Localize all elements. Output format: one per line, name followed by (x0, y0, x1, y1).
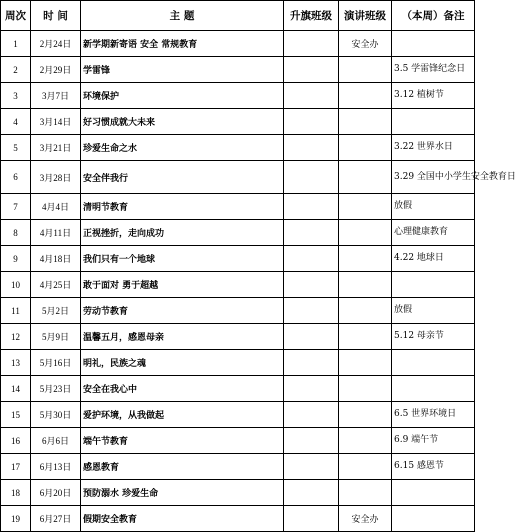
speech-class-cell (339, 83, 392, 109)
speech-class-cell (339, 272, 392, 298)
date-cell: 5月2日 (31, 298, 81, 324)
note-cell: 5.12 母亲节 (392, 324, 475, 350)
flag-class-cell (284, 324, 339, 350)
note-cell (392, 376, 475, 402)
week-cell: 1 (1, 31, 31, 57)
note-cell: 3.5 学雷锋纪念日 (392, 57, 475, 83)
date-cell: 2月29日 (31, 57, 81, 83)
table-row (1, 324, 475, 350)
week-cell: 14 (1, 376, 31, 402)
theme-cell: 爱护环境，从我做起 (81, 402, 284, 428)
flag-class-cell (284, 402, 339, 428)
date-cell: 5月30日 (31, 402, 81, 428)
note-cell: 3.29 全国中小学生安全教育日 (392, 161, 475, 194)
week-cell: 18 (1, 480, 31, 506)
date-cell: 2月24日 (31, 31, 81, 57)
table-row (1, 135, 475, 161)
speech-class-cell (339, 402, 392, 428)
week-cell: 4 (1, 109, 31, 135)
theme-cell: 安全在我心中 (81, 376, 284, 402)
flag-class-cell (284, 506, 339, 532)
table-row (1, 298, 475, 324)
theme-cell: 珍爱生命之水 (81, 135, 284, 161)
table-row (1, 428, 475, 454)
theme-cell: 假期安全教育 (81, 506, 284, 532)
table-row (1, 31, 475, 57)
flag-class-cell (284, 31, 339, 57)
week-cell: 10 (1, 272, 31, 298)
speech-class-cell: 安全办 (339, 31, 392, 57)
theme-cell: 感恩教育 (81, 454, 284, 480)
theme-cell: 正视挫折，走向成功 (81, 220, 284, 246)
note-cell (392, 109, 475, 135)
speech-class-cell (339, 246, 392, 272)
theme-cell: 安全伴我行 (81, 161, 284, 194)
flag-class-cell (284, 161, 339, 194)
speech-class-cell (339, 298, 392, 324)
week-cell: 13 (1, 350, 31, 376)
theme-cell: 劳动节教育 (81, 298, 284, 324)
week-cell: 9 (1, 246, 31, 272)
speech-class-cell (339, 324, 392, 350)
date-cell: 4月11日 (31, 220, 81, 246)
flag-class-cell (284, 109, 339, 135)
header-week: 周次 (1, 1, 31, 31)
theme-cell: 敢于面对 勇于超越 (81, 272, 284, 298)
theme-cell: 学雷锋 (81, 57, 284, 83)
speech-class-cell (339, 194, 392, 220)
table-row (1, 246, 475, 272)
theme-cell: 预防溺水 珍爱生命 (81, 480, 284, 506)
table-row (1, 57, 475, 83)
table-row (1, 480, 475, 506)
speech-class-cell (339, 376, 392, 402)
date-cell: 3月21日 (31, 135, 81, 161)
header-speech-class: 演讲班级 (339, 1, 392, 31)
date-cell: 3月28日 (31, 161, 81, 194)
week-cell: 12 (1, 324, 31, 350)
date-cell: 3月14日 (31, 109, 81, 135)
speech-class-cell (339, 428, 392, 454)
date-cell: 6月27日 (31, 506, 81, 532)
flag-class-cell (284, 194, 339, 220)
header-note: （本周）备注 (392, 1, 475, 31)
flag-class-cell (284, 272, 339, 298)
table-row (1, 161, 475, 194)
theme-cell: 温馨五月，感恩母亲 (81, 324, 284, 350)
date-cell: 3月7日 (31, 83, 81, 109)
table-row (1, 109, 475, 135)
week-cell: 6 (1, 161, 31, 194)
note-cell: 放假 (392, 194, 475, 220)
flag-class-cell (284, 135, 339, 161)
note-cell (392, 350, 475, 376)
speech-class-cell (339, 454, 392, 480)
theme-cell: 端午节教育 (81, 428, 284, 454)
speech-class-cell (339, 480, 392, 506)
speech-class-cell (339, 350, 392, 376)
date-cell: 5月23日 (31, 376, 81, 402)
note-cell (392, 31, 475, 57)
flag-class-cell (284, 350, 339, 376)
table-row (1, 376, 475, 402)
note-cell (392, 272, 475, 298)
theme-cell: 明礼，民族之魂 (81, 350, 284, 376)
week-cell: 8 (1, 220, 31, 246)
table-row (1, 83, 475, 109)
flag-class-cell (284, 246, 339, 272)
week-cell: 15 (1, 402, 31, 428)
speech-class-cell: 安全办 (339, 506, 392, 532)
header-theme: 主 题 (81, 1, 284, 31)
speech-class-cell (339, 57, 392, 83)
date-cell: 5月9日 (31, 324, 81, 350)
flag-class-cell (284, 376, 339, 402)
note-cell: 放假 (392, 298, 475, 324)
date-cell: 6月13日 (31, 454, 81, 480)
week-cell: 3 (1, 83, 31, 109)
flag-class-cell (284, 480, 339, 506)
date-cell: 4月18日 (31, 246, 81, 272)
table-row (1, 454, 475, 480)
note-cell (392, 506, 475, 532)
date-cell: 5月16日 (31, 350, 81, 376)
week-cell: 17 (1, 454, 31, 480)
week-cell: 5 (1, 135, 31, 161)
note-cell: 4.22 地球日 (392, 246, 475, 272)
flag-class-cell (284, 83, 339, 109)
date-cell: 6月6日 (31, 428, 81, 454)
week-cell: 19 (1, 506, 31, 532)
week-cell: 2 (1, 57, 31, 83)
note-cell: 6.9 端午节 (392, 428, 475, 454)
week-cell: 16 (1, 428, 31, 454)
flag-class-cell (284, 454, 339, 480)
theme-cell: 环境保护 (81, 83, 284, 109)
week-cell: 11 (1, 298, 31, 324)
theme-cell: 我们只有一个地球 (81, 246, 284, 272)
speech-class-cell (339, 135, 392, 161)
table-row (1, 194, 475, 220)
note-cell: 3.22 世界水日 (392, 135, 475, 161)
table-row (1, 272, 475, 298)
note-cell: 心理健康教育 (392, 220, 475, 246)
table-row (1, 506, 475, 532)
note-cell: 6.15 感恩节 (392, 454, 475, 480)
date-cell: 4月4日 (31, 194, 81, 220)
flag-class-cell (284, 298, 339, 324)
theme-cell: 好习惯成就大未来 (81, 109, 284, 135)
theme-cell: 新学期新寄语 安全 常规教育 (81, 31, 284, 57)
speech-class-cell (339, 109, 392, 135)
speech-class-cell (339, 220, 392, 246)
note-cell: 6.5 世界环境日 (392, 402, 475, 428)
theme-cell: 清明节教育 (81, 194, 284, 220)
header-flag-class: 升旗班级 (284, 1, 339, 31)
flag-class-cell (284, 428, 339, 454)
date-cell: 4月25日 (31, 272, 81, 298)
speech-class-cell (339, 161, 392, 194)
flag-class-cell (284, 220, 339, 246)
table-row (1, 220, 475, 246)
table-row (1, 402, 475, 428)
week-cell: 7 (1, 194, 31, 220)
table-row (1, 350, 475, 376)
flag-class-cell (284, 57, 339, 83)
table-header-row (1, 1, 475, 31)
date-cell: 6月20日 (31, 480, 81, 506)
note-cell (392, 480, 475, 506)
header-date: 时 间 (31, 1, 81, 31)
note-cell: 3.12 植树节 (392, 83, 475, 109)
